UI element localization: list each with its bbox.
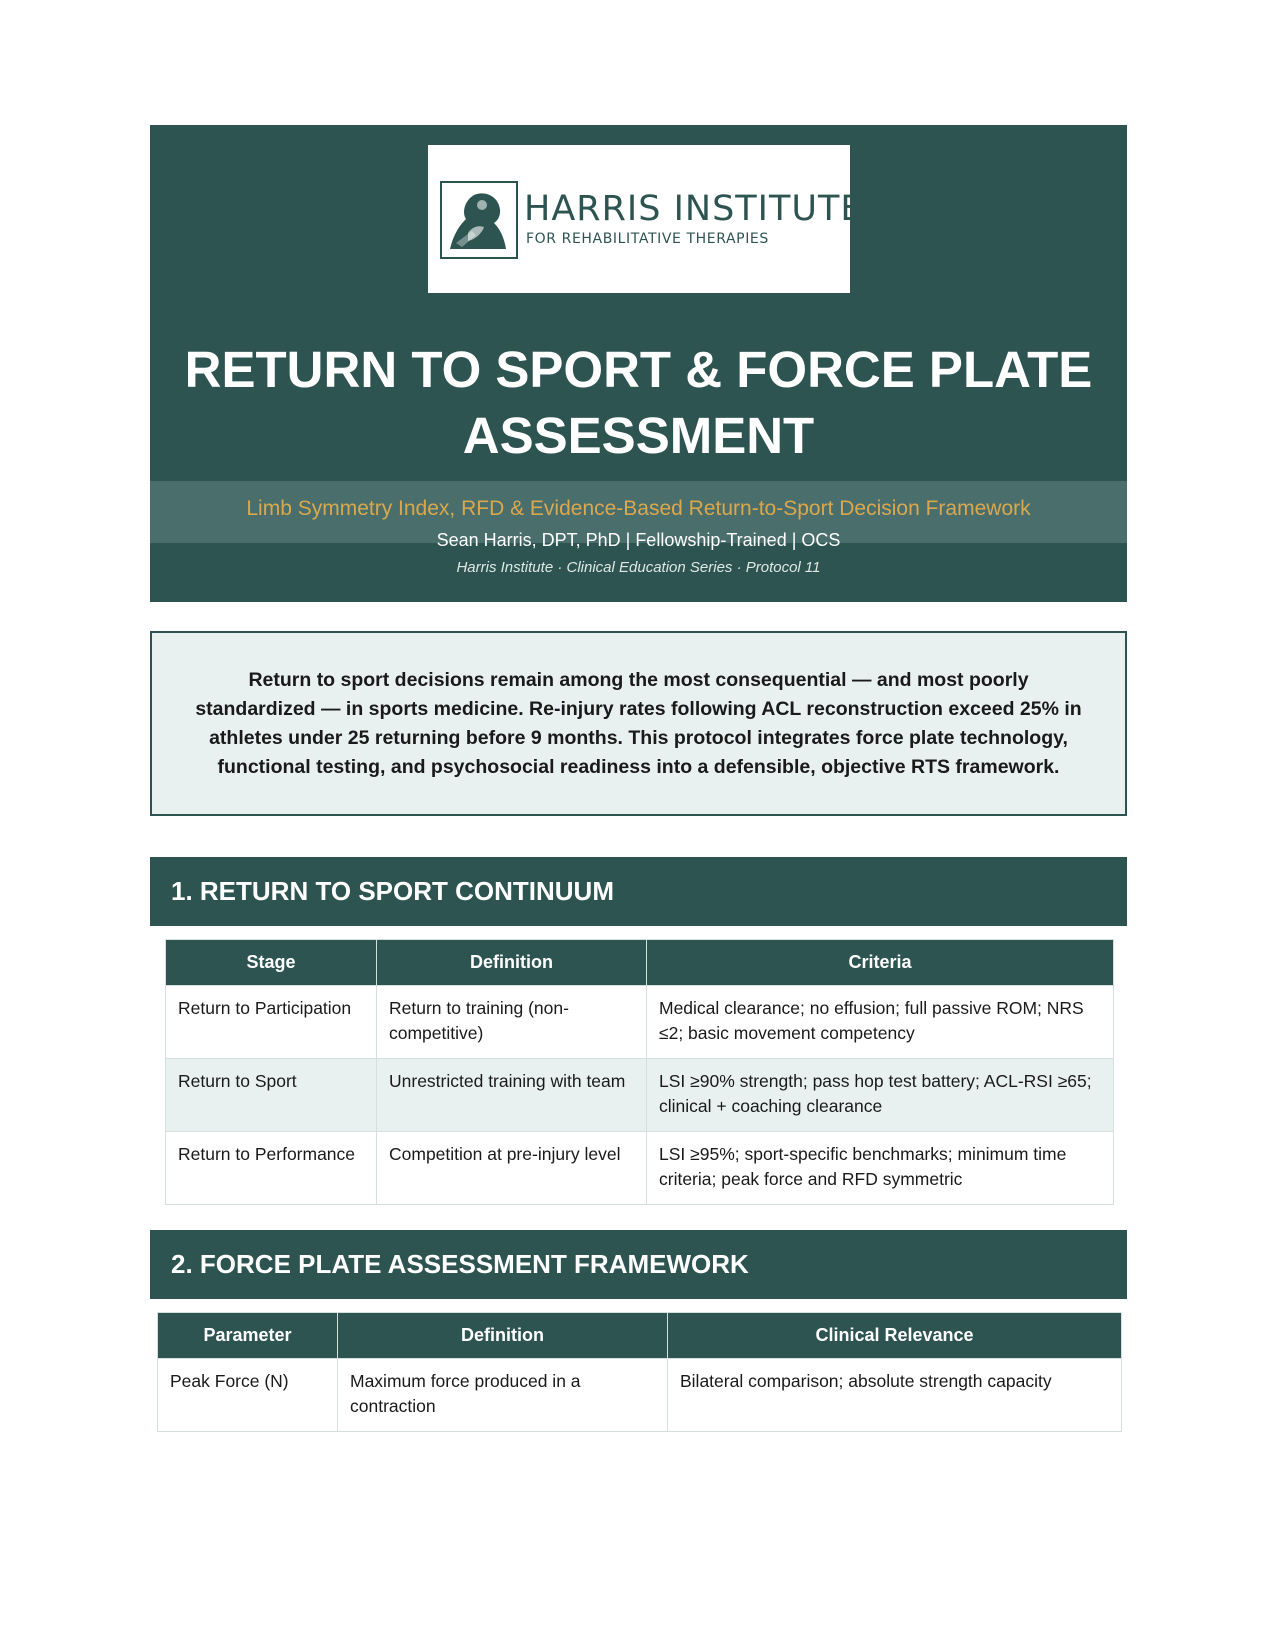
rts-continuum-table [165,939,1114,1205]
title-line-1: RETURN TO SPORT & FORCE PLATE [184,341,1093,398]
table-cell: Return to Performance [166,1132,377,1205]
table-cell: Maximum force produced in a contraction [338,1359,668,1432]
institute-logo [428,145,864,293]
logo-tagline: FOR REHABILITATIVE THERAPIES [526,231,769,247]
table-cell: LSI ≥95%; sport-specific benchmarks; minimum time criteria; peak force and RFD symmetric [647,1132,1114,1205]
column-header: Clinical Relevance [668,1313,1122,1359]
page-title [150,337,1127,469]
logo-name: HARRIS INSTITUTE [524,189,864,229]
section-2-heading: 2. FORCE PLATE ASSESSMENT FRAMEWORK [150,1230,1127,1299]
intro-callout [150,631,1127,816]
column-header: Definition [338,1313,668,1359]
table-cell: Bilateral comparison; absolute strength capacity [668,1359,1122,1432]
table-cell: Peak Force (N) [158,1359,338,1432]
column-header: Criteria [647,940,1114,986]
column-header: Parameter [158,1313,338,1359]
table-cell: LSI ≥90% strength; pass hop test battery; ACL-RSI ≥65; clinical + coaching clearance [647,1059,1114,1132]
table-cell: Competition at pre-injury level [377,1132,647,1205]
author-line: Sean Harris, DPT, PhD | Fellowship-Trained | OCS [436,530,841,550]
column-header: Stage [166,940,377,986]
title-header [150,125,1127,602]
intro-text: Return to sport decisions remain among the most consequential — and most poorly standardized — in sports medicine. Re-injury rates following ACL reconstruction exceed 25% in athletes under 25 returning before 9 months. This protocol integrates force plate technology, functional testing, and psychosocial readiness into a defensible, objective RTS framework. [195,668,1082,778]
table-row [166,986,1114,1059]
logo-emblem-icon [440,181,518,259]
series-line: Harris Institute · Clinical Education Series · Protocol 11 [456,559,821,576]
table-header-row [158,1313,1122,1359]
table-header-row [166,940,1114,986]
table-row [166,1059,1114,1132]
page-subtitle: Limb Symmetry Index, RFD & Evidence-Based Return-to-Sport Decision Framework [246,497,1031,520]
table-cell: Unrestricted training with team [377,1059,647,1132]
table-cell: Return to training (non-competitive) [377,986,647,1059]
force-plate-table [157,1312,1122,1432]
title-line-2: ASSESSMENT [462,407,815,464]
table-cell: Return to Sport [166,1059,377,1132]
table-row [166,1132,1114,1205]
table-cell: Medical clearance; no effusion; full passive ROM; NRS ≤2; basic movement competency [647,986,1114,1059]
column-header: Definition [377,940,647,986]
table-row [158,1359,1122,1432]
section-1-heading: 1. RETURN TO SPORT CONTINUUM [150,857,1127,926]
table-cell: Return to Participation [166,986,377,1059]
